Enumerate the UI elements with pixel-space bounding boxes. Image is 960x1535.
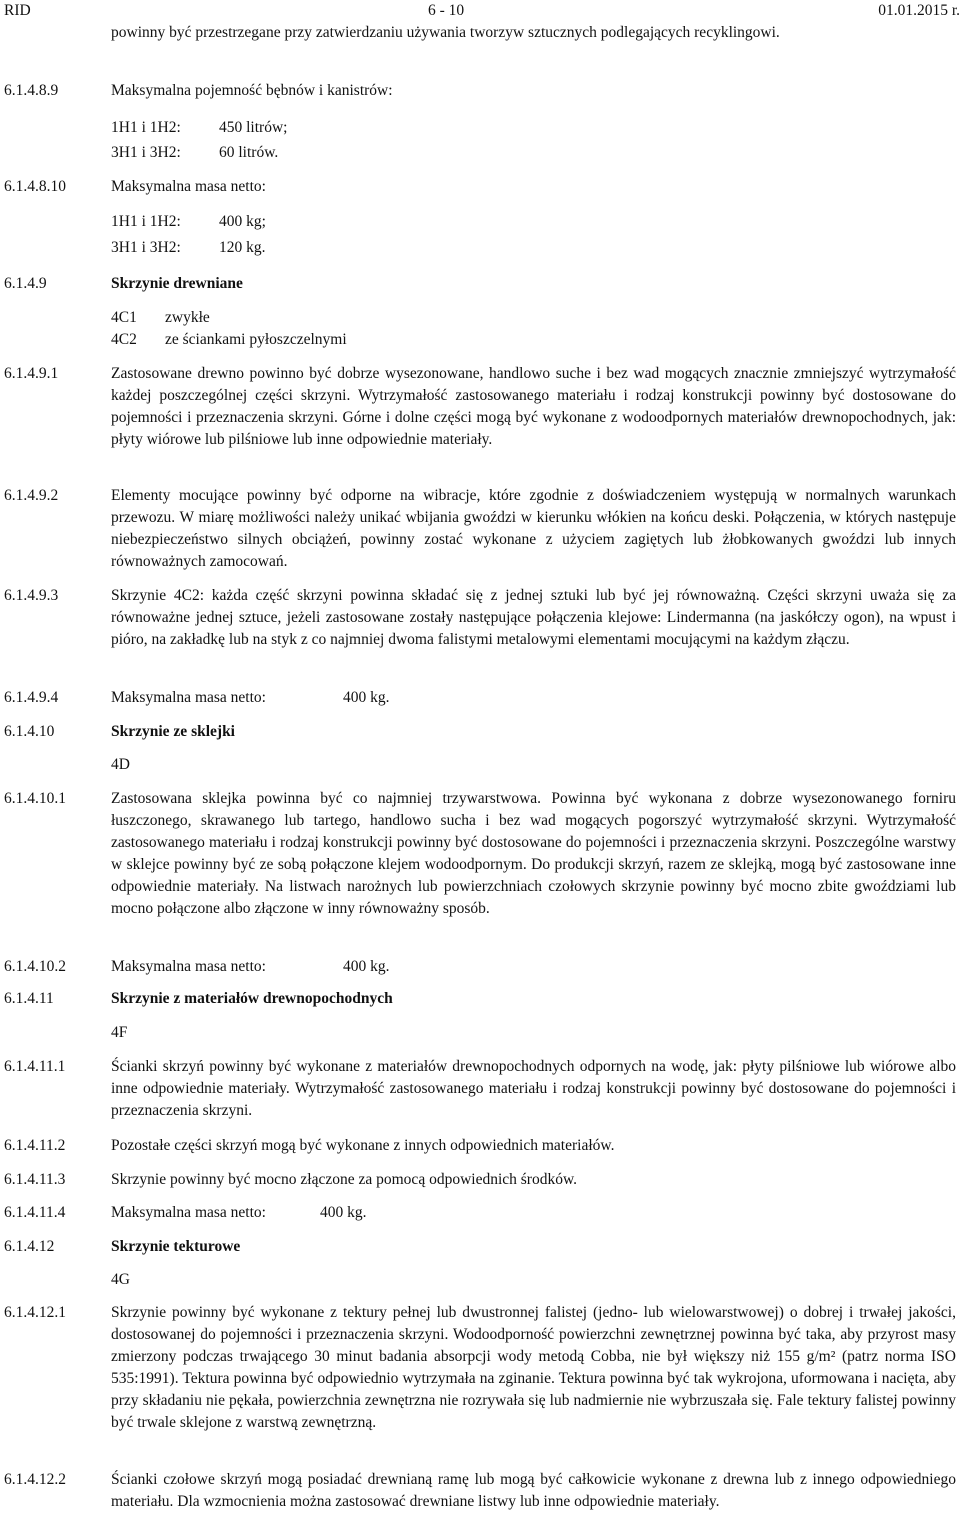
section-number: 6.1.4.9.2: [4, 487, 59, 504]
header-date: 01.01.2015 r.: [878, 2, 960, 19]
section-number: 6.1.4.9.4: [4, 689, 59, 706]
section-text: Elementy mocujące powinny być odporne na wibracje, które zgodnie z doświadczeniem występują w normalnych warunkach przewozu. W miarę możliwości należy unikać wbijania gwoździ w kierunku włókien na końcu deski. Połączenia, w których następuje niebezpieczeństwo silnych obciążeń, powinny zostać wykonane z użyciem zagiętych lub żłobkowanych gwoździ lub innych równoważnych zamocowań.: [111, 487, 956, 570]
mass-row: [111, 211, 266, 233]
row-value: 120 kg.: [219, 239, 266, 256]
mass-label: Maksymalna masa netto:: [111, 958, 266, 975]
mass-label: Maksymalna masa netto:: [111, 689, 266, 706]
section-text: Zastosowane drewno powinno być dobrze wysezonowane, handlowo suche i bez wad mogących znacznie zmniejszyć wytrzymałość każdej poszczególnej części skrzyni. Wytrzymałość zastosowanego materiału i rodzaj konstrukcji powinny być dostosowane do pojemności i przeznaczenia skrzyni. Górne i dolne części mogą być wykonane z wodoodpornych materiałów drewnopochodnych, jak: płyty wiórowe lub pilśniowe lub inne odpowiednie materiały.: [111, 365, 956, 448]
row-code: 4C2: [111, 331, 137, 348]
section-title: Skrzynie z materiałów drewnopochodnych: [111, 990, 393, 1007]
row-code: 3H1 i 3H2:: [111, 144, 181, 161]
section-number: 6.1.4.12: [4, 1238, 55, 1255]
section-text: Ścianki skrzyń powinny być wykonane z materiałów drewnopochodnych odpornych na wodę, jak: płyty pilśniowe lub wiórowe albo inne odpowiednie materiały. Wytrzymałość zastosowanego materiału i rodzaj konstrukcji powinny być dostosowane do pojemności i przeznaczenia skrzyni.: [111, 1058, 956, 1119]
row-value: zwykłe: [165, 309, 210, 326]
row-code: 1H1 i 1H2:: [111, 119, 181, 136]
section-number: 6.1.4.8.10: [4, 178, 66, 195]
section-text: Zastosowana sklejka powinna być co najmniej trzywarstwowa. Powinna być wykonana z dobrze wysezonowanego forniru łuszczonego, skrawanego lub tartego, handlowo sucha i bez wad mogących pogorszyć wytrzymałość skrzyni. Wytrzymałość zastosowanego materiału i rodzaj konstrukcji powinny być dostosowane do pojemności i przeznaczenia skrzyni. Poszczególne warstwy w sklejce powinny być ze sobą połączone klejem wodoodpornym. Do produkcji skrzyń, razem ze sklejką, mogą być zastosowane inne odpowiednie materiały. Na listwach narożnych lub powierzchniach czołowych skrzynie powinny być mocno zbite gwoździami lub mocno połączone albo złączone w inny równoważny sposób.: [111, 790, 956, 917]
section-title: Skrzynie ze sklejki: [111, 723, 235, 740]
header-page-number: 6 - 10: [428, 2, 465, 19]
mass-value: 400 kg.: [320, 1204, 367, 1221]
section-number: 6.1.4.10.1: [4, 790, 66, 807]
row-value: 60 litrów.: [219, 144, 279, 161]
box-type-row: [111, 329, 347, 351]
mass-value: 400 kg.: [343, 958, 390, 975]
section-number: 6.1.4.12.2: [4, 1471, 66, 1488]
header-doc-name: RID: [4, 2, 31, 19]
section-title: Skrzynie tekturowe: [111, 1238, 241, 1255]
mass-value: 400 kg.: [343, 689, 390, 706]
section-number: 6.1.4.12.1: [4, 1304, 66, 1321]
row-value: ze ściankami pyłoszczelnymi: [165, 331, 347, 348]
section-title: Maksymalna pojemność bębnów i kanistrów:: [111, 82, 393, 99]
section-number: 6.1.4.11.3: [4, 1171, 66, 1188]
section-title: Maksymalna masa netto:: [111, 178, 266, 195]
section-text: Skrzynie 4C2: każda część skrzyni powinna składać się z jednej sztuki lub być jej równoważną. Części skrzyni uważa się za równoważne jednej sztuce, jeżeli zastosowane zostały następujące połączenia klejowe: Lindermanna (na jaskółczy ogon), na wpust i pióro, na zakładkę lub na styk z co najmniej dwoma falistymi metalowymi elementami mocującymi na każdym złączu.: [111, 587, 956, 648]
box-code: 4F: [111, 1024, 128, 1041]
section-number: 6.1.4.10: [4, 723, 55, 740]
row-value: 400 kg;: [219, 213, 266, 230]
box-code: 4D: [111, 756, 130, 773]
section-number: 6.1.4.11.1: [4, 1058, 66, 1075]
page-header: [0, 0, 960, 22]
section-text: Skrzynie powinny być wykonane z tektury pełnej lub dwustronnej falistej (jedno- lub wielowarstwowej) o dobrej i trwałej jakości, dostosowanej do pojemności i przeznaczenia skrzyni. Wodoodporność powierzchni zewnętrznej powinna być taka, aby przyrost masy zmierzony podczas trwającego 30 minut badania absorpcji wody metodą Cobba, nie był większy niż 155 g/m² (patrz norma ISO 535:1991). Tektura powinna być odpowiednio wytrzymała na zginanie. Tektura powinna być tak wykrojona, uformowana i nacięta, aby przy składaniu nie pękała, powierzchnia zewnętrzna nie rozrywała się lub nadmiernie nie wybrzuszała się. Fale tektury falistej powinny być trwale sklejone z warstwą zewnętrzną.: [111, 1304, 956, 1431]
section-title: Skrzynie drewniane: [111, 275, 243, 292]
section-number: 6.1.4.10.2: [4, 958, 66, 975]
section-number: 6.1.4.9: [4, 275, 47, 292]
section-number: 6.1.4.11.2: [4, 1137, 66, 1154]
mass-row: [111, 237, 266, 259]
section-number: 6.1.4.11.4: [4, 1204, 66, 1221]
box-code: 4G: [111, 1271, 130, 1288]
mass-label: Maksymalna masa netto:: [111, 1204, 266, 1221]
section-number: 6.1.4.11: [4, 990, 54, 1007]
capacity-row: [111, 142, 278, 164]
section-number: 6.1.4.8.9: [4, 82, 59, 99]
row-code: 3H1 i 3H2:: [111, 239, 181, 256]
row-value: 450 litrów;: [219, 119, 288, 136]
row-code: 1H1 i 1H2:: [111, 213, 181, 230]
row-code: 4C1: [111, 309, 137, 326]
section-text: Skrzynie powinny być mocno złączone za pomocą odpowiednich środków.: [111, 1171, 578, 1188]
section-text: Pozostałe części skrzyń mogą być wykonane z innych odpowiednich materiałów.: [111, 1137, 615, 1154]
section-number: 6.1.4.9.3: [4, 587, 59, 604]
section-text: Ścianki czołowe skrzyń mogą posiadać drewnianą ramę lub mogą być całkowicie wykonane z drewna lub z innego odpowiedniego materiału. Dla wzmocnienia można zastosować drewniane listwy lub inne odpowiednie materiały.: [111, 1471, 956, 1510]
capacity-row: [111, 117, 287, 139]
section-number: 6.1.4.9.1: [4, 365, 59, 382]
box-type-row: [111, 307, 210, 329]
